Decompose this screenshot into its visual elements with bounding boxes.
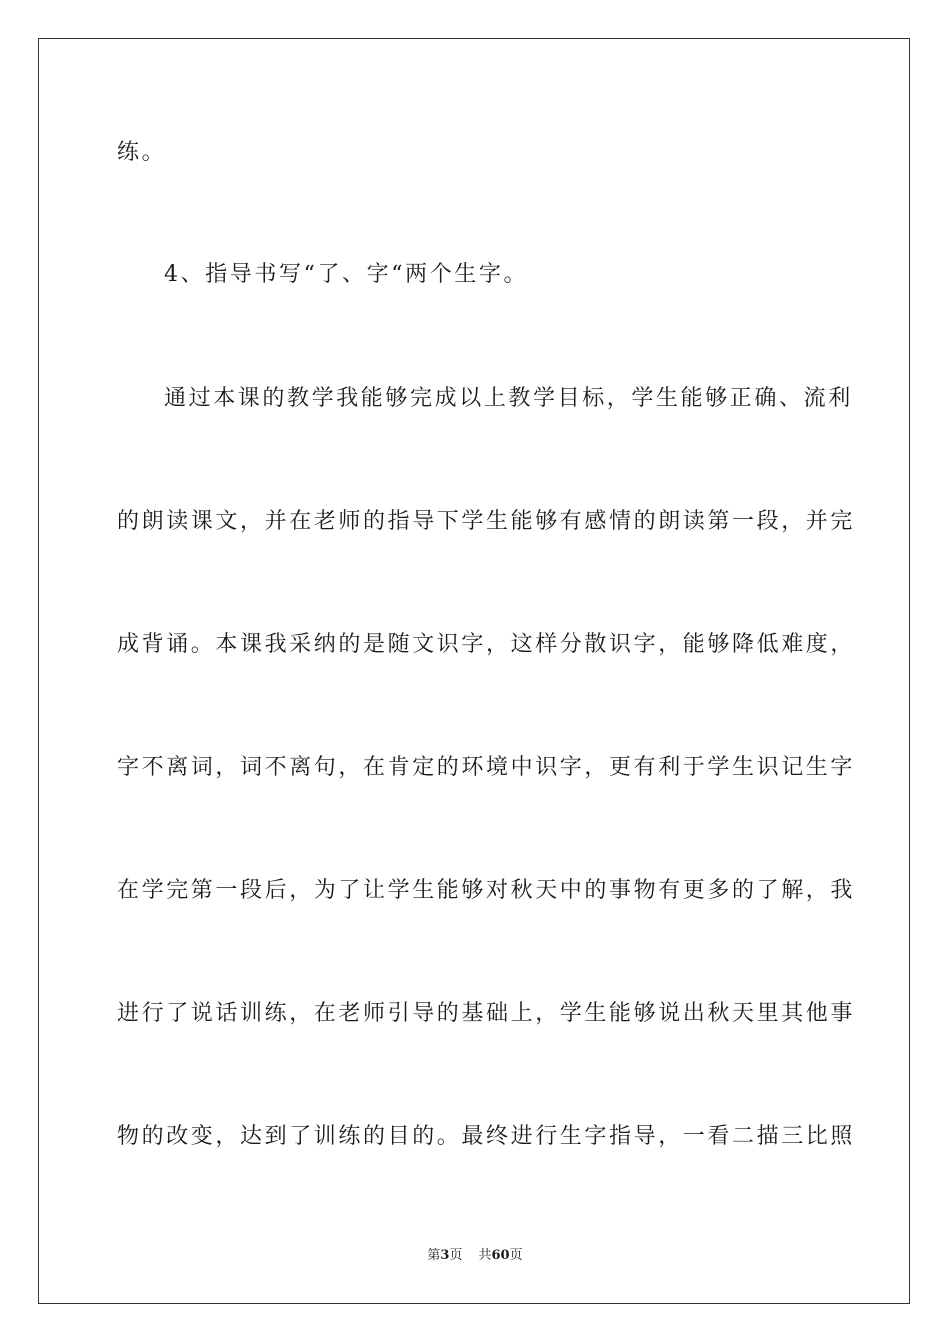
total-pages: 60 xyxy=(491,1248,510,1263)
page-footer xyxy=(0,1247,950,1265)
text-line-3: 通过本课的教学我能够完成以上教学目标，学生能够正确、流利 xyxy=(164,386,853,411)
page-number: 3 xyxy=(440,1248,450,1263)
total-prefix: 共 xyxy=(478,1248,492,1263)
total-suffix: 页 xyxy=(509,1248,523,1263)
page-suffix: 页 xyxy=(449,1248,463,1263)
text-line-5: 成背诵。本课我采纳的是随文识字，这样分散识字，能够降低难度， xyxy=(117,632,856,657)
page-border xyxy=(38,38,910,1304)
text-line-9: 物的改变，达到了训练的目的。最终进行生字指导，一看二描三比照 xyxy=(117,1124,856,1149)
text-line-6: 字不离词，词不离句，在肯定的环境中识字，更有利于学生识记生字 xyxy=(117,755,856,780)
text-line-4: 的朗读课文，并在老师的指导下学生能够有感情的朗读第一段，并完 xyxy=(117,509,856,534)
text-line-7: 在学完第一段后，为了让学生能够对秋天中的事物有更多的了解，我 xyxy=(117,878,856,903)
page-prefix: 第 xyxy=(427,1248,441,1263)
text-line-8: 进行了说话训练，在老师引导的基础上，学生能够说出秋天里其他事 xyxy=(117,1001,856,1026)
text-line-1: 练。 xyxy=(117,140,167,165)
text-line-2: 4、指导书写“了、字“两个生字。 xyxy=(164,262,529,287)
